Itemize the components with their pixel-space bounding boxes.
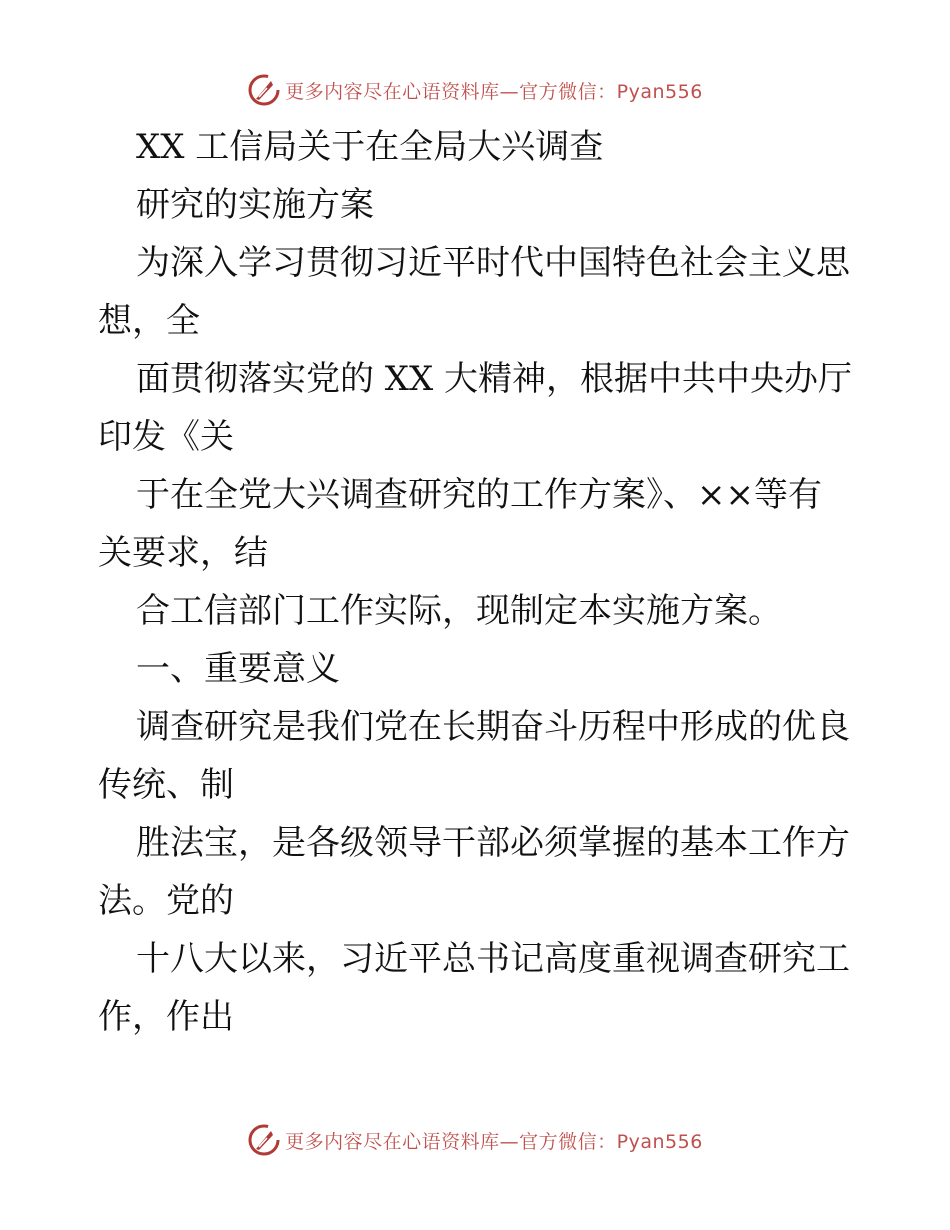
paragraph-line: 调查研究是我们党在长期奋斗历程中形成的优良 (136, 707, 850, 747)
paragraph-line: 作，作出 (98, 997, 234, 1037)
quill-logo-icon (247, 73, 281, 107)
paragraph-line: 合工信部门工作实际，现制定本实施方案。 (136, 591, 782, 631)
paragraph-line: 面贯彻落实党的 XX 大精神，根据中共中央办厅 (136, 359, 853, 399)
quill-logo-icon (247, 1123, 281, 1157)
section-heading: 一、重要意义 (136, 649, 340, 689)
paragraph-line: 于在全党大兴调查研究的工作方案》、××等有 (136, 475, 822, 515)
paragraph-line: 为深入学习贯彻习近平时代中国特色社会主义思 (136, 243, 850, 283)
paragraph-line: 关要求，结 (98, 533, 268, 573)
watermark-text: 更多内容尽在心语资料库—官方微信：Pyan556 (285, 1130, 703, 1153)
paragraph-line: 法。党的 (98, 881, 234, 921)
paragraph-line: 传统、制 (98, 765, 234, 805)
paragraph-line: 胜法宝，是各级领导干部必须掌握的基本工作方 (136, 823, 850, 863)
header-watermark (0, 70, 950, 110)
title-line-1: XX 工信局关于在全局大兴调查 (136, 127, 604, 167)
paragraph-line: 印发《关 (98, 417, 234, 457)
watermark-text: 更多内容尽在心语资料库—官方微信：Pyan556 (285, 80, 703, 103)
paragraph-line: 想，全 (98, 301, 200, 341)
document-body (98, 118, 858, 1046)
title-line-2: 研究的实施方案 (136, 185, 374, 225)
paragraph-line: 十八大以来，习近平总书记高度重视调查研究工 (136, 939, 850, 979)
footer-watermark (0, 1120, 950, 1160)
